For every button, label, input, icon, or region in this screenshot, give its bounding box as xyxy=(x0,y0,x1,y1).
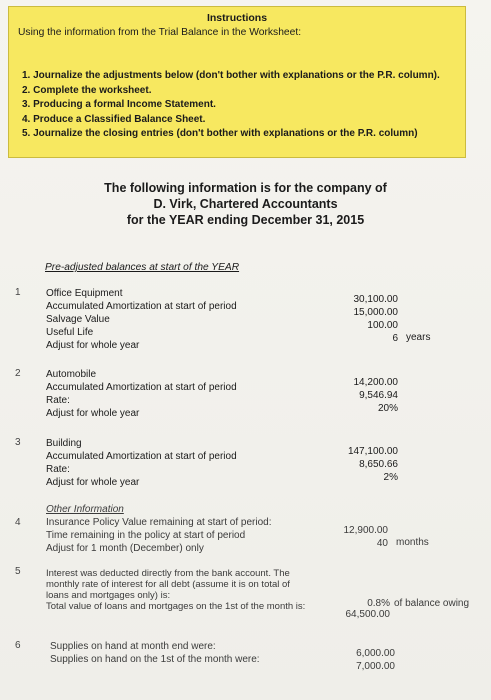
section-values xyxy=(310,376,398,415)
section-number: 2 xyxy=(15,368,21,379)
label: Adjust for 1 month (December) only xyxy=(46,543,204,554)
section-labels xyxy=(50,640,260,666)
value: 14,200.00 xyxy=(353,377,398,388)
label: Adjust for whole year xyxy=(46,408,140,419)
label: Insurance Policy Value remaining at start of period: xyxy=(46,517,272,528)
value: 64,500.00 xyxy=(345,609,390,620)
value: 6 xyxy=(392,333,398,344)
label: Accumulated Amortization at start of period xyxy=(46,301,237,312)
section-labels xyxy=(46,437,237,489)
label: Accumulated Amortization at start of period xyxy=(46,382,237,393)
company-name: D. Virk, Chartered Accountants xyxy=(153,197,338,211)
instruction-item: 1. Journalize the adjustments below (don't bother with explanations or the P.R. column). xyxy=(22,70,440,81)
instruction-item: 2. Complete the worksheet. xyxy=(22,84,152,96)
label: Useful Life xyxy=(46,327,94,338)
value: 6,000.00 xyxy=(356,648,395,659)
label: Time remaining in the policy at start of period xyxy=(46,530,246,541)
instruction-item: 4. Produce a Classified Balance Sheet. xyxy=(22,113,206,125)
heading-line: The following information is for the company of xyxy=(104,181,387,195)
label-other-information: Other Information xyxy=(46,504,124,515)
label: Interest was deducted directly from the bank account. The xyxy=(46,568,290,579)
label: Salvage Value xyxy=(46,314,110,325)
value: 0.8% xyxy=(367,598,390,609)
company-heading xyxy=(0,180,491,228)
section-number: 3 xyxy=(15,437,21,448)
label: Office Equipment xyxy=(46,288,123,299)
value: 8,650.66 xyxy=(359,459,398,470)
label: Building xyxy=(46,438,82,449)
value: 2% xyxy=(383,472,398,483)
section-values xyxy=(310,524,388,550)
section-number: 5 xyxy=(15,566,21,577)
section-values xyxy=(310,598,390,620)
unit-label: of balance owing xyxy=(394,598,470,609)
section-values xyxy=(310,647,395,673)
instruction-item: 3. Producing a formal Income Statement. xyxy=(22,99,216,110)
label: Total value of loans and mortgages on the 1st of the month is: xyxy=(46,601,306,612)
section-number: 6 xyxy=(15,640,21,651)
value: 40 xyxy=(376,538,388,549)
label: Automobile xyxy=(46,369,97,380)
section-number: 1 xyxy=(15,287,21,298)
instructions-intro: Using the information from the Trial Balance in the Worksheet: xyxy=(18,27,302,38)
label: Rate: xyxy=(46,464,70,475)
pre-adjusted-heading: Pre-adjusted balances at start of the YEAR xyxy=(45,262,240,273)
value: 7,000.00 xyxy=(356,661,395,672)
label: Supplies on hand at month end were: xyxy=(50,641,216,652)
label: Rate: xyxy=(46,395,70,406)
label: Adjust for whole year xyxy=(46,340,140,351)
value: 100.00 xyxy=(367,320,398,331)
label: Accumulated Amortization at start of period xyxy=(46,451,237,462)
label: loans and mortgages only) is: xyxy=(46,590,171,601)
instructions-box xyxy=(8,6,466,158)
unit-label: years xyxy=(406,332,431,343)
section-values xyxy=(310,445,398,484)
value: 12,900.00 xyxy=(343,525,388,536)
label: Adjust for whole year xyxy=(46,477,140,488)
section-labels xyxy=(46,568,305,612)
section-number: 4 xyxy=(15,517,21,528)
section-labels xyxy=(46,287,237,352)
instruction-item: 5. Journalize the closing entries (don't bother with explanations or the P.R. column) xyxy=(22,128,418,139)
value: 15,000.00 xyxy=(353,307,398,318)
section-labels xyxy=(46,368,237,420)
value: 9,546.94 xyxy=(359,390,398,401)
unit-label: months xyxy=(396,537,429,548)
value: 147,100.00 xyxy=(347,446,398,457)
label: monthly rate of interest for all debt (assume it is on total of xyxy=(46,579,290,590)
instructions-list xyxy=(22,69,440,142)
instructions-title: Instructions xyxy=(206,12,268,24)
label: Supplies on hand on the 1st of the month were: xyxy=(50,654,260,665)
period-line: for the YEAR ending December 31, 2015 xyxy=(126,213,365,227)
section-labels xyxy=(46,503,272,555)
value: 20% xyxy=(377,403,398,414)
value: 30,100.00 xyxy=(353,294,398,305)
section-values xyxy=(310,293,398,345)
